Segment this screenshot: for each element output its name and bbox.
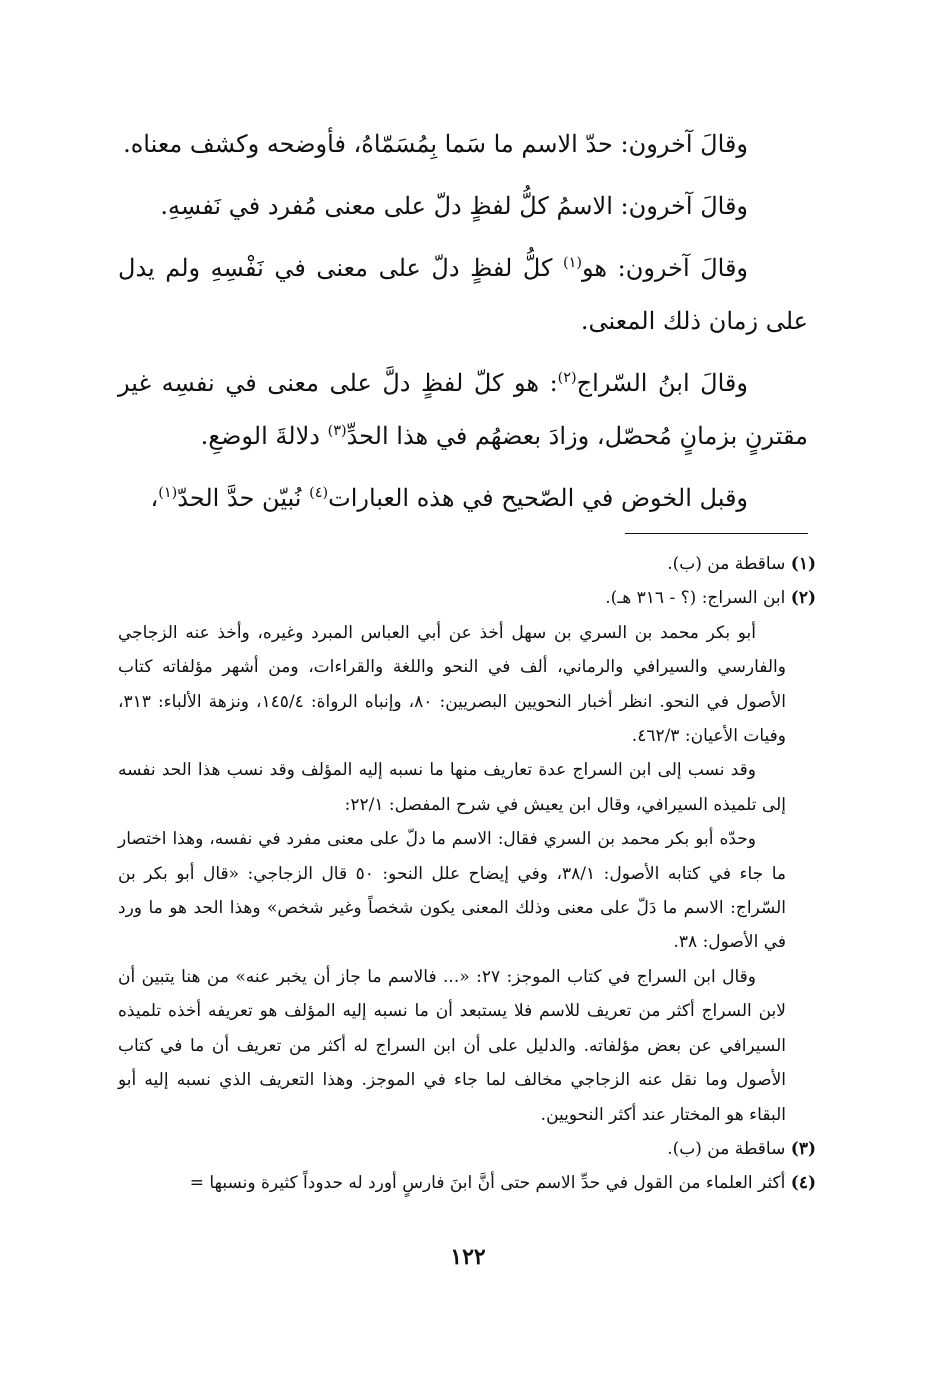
- paragraph-1: وقالَ آخرون: حدّ الاسم ما سَما بِمُسَمّاهُ، فأوضحه وكشف معناه.: [123, 130, 748, 158]
- footnotes: [118, 547, 816, 1201]
- paragraph-5: وقبل الخوض في الصّحيح في هذه العبارات$^{(٤)}$ نُبيّن حدَّ الحدّ$^{(١)}$،: [150, 484, 748, 512]
- paragraph-3: وقالَ آخرون: هو$^{(١)}$ كلُّ لفظٍ دلّ على معنى في نَفْسِهِ ولم يدل على زمان ذلك المعنى.: [118, 254, 808, 335]
- footnote-2-paragraph-c: وحدّه أبو بكر محمد بن السري فقال: الاسم ما دلّ على معنى مفرد في نفسه، وهذا اختصار ما جاء في كتابه الأصول: ٣٨/١، وفي إيضاح علل النحو: ٥٠ قال الزجاجي: «قال أبو بكر بن السّراج: الاسم ما دَلّ على معنى وذلك المعنى يكون شخصاً وغير شخص» وهذا الحد هو ما ورد في الأصول: ٣٨.: [118, 829, 786, 953]
- footnote-2: (٢) ابن السراج: (؟ - ٣١٦ هـ).: [605, 588, 816, 609]
- main-text: [118, 118, 808, 534]
- footnote-ref: (٣): [327, 423, 347, 439]
- paragraph-4: وقالَ ابنُ السّراج$^{(٢)}$: هو كلّ لفظٍ دلَّ على معنى في نفسِه غير مقترنٍ بزمانٍ مُحصّل، وزادَ بعضهُم في هذا الحدِّ$^{(٣)}$ دلالةَ الوضعِ.: [118, 369, 808, 450]
- footnote-ref: (١): [563, 255, 582, 271]
- footnote-ref: (٤): [309, 485, 329, 501]
- footnote-3: (٣) ساقطة من (ب).: [667, 1138, 816, 1159]
- footnote-1: (١) ساقطة من (ب).: [667, 554, 816, 574]
- footnote-separator: [625, 533, 808, 534]
- footnote-2-paragraph-b: وقد نسب إلى ابن السراج عدة تعاريف منها ما نسبه إليه المؤلف وقد نسب هذا الحد نفسه إلى تلميذه السيرافي، وقال ابن يعيش في شرح المفصل: ٢٢/١:: [118, 760, 786, 815]
- footnote-ref: (١): [158, 485, 178, 501]
- footnote-4: (٤) أكثر العلماء من القول في حدِّ الاسم حتى أنَّ ابنَ فارسٍ أورد له حدوداً كثيرة ونسبها =: [189, 1173, 816, 1194]
- footnote-2-paragraph-d: وقال ابن السراج في كتاب الموجز: ٢٧: «... فالاسم ما جاز أن يخبر عنه» من هنا يتبين أن لابن السراج أكثر من تعريف للاسم فلا يستبعد أن ما نسبه إليه المؤلف هو تعريفه أخذه تلميذه السيرافي عن بعض مؤلفاته. والدليل على أن ابن السراج له أكثر من تعريف أن ما في كتاب الأصول وما نقل عنه الزجاجي مخالف لما جاء في الموجز. وهذا التعريف الذي نسبه إليه أبو البقاء هو المختار عند أكثر النحويين.: [118, 966, 786, 1125]
- footnote-ref: (٢): [557, 370, 577, 386]
- page-number: ١٢٢: [450, 1244, 486, 1270]
- paragraph-2: وقالَ آخرون: الاسمُ كلُّ لفظٍ دلّ على معنى مُفرد في نَفسِهِ.: [160, 192, 748, 220]
- footnote-2-paragraph-a: أبو بكر محمد بن السري بن سهل أخذ عن أبي العباس المبرد وغيره، وأخذ عنه الزجاجي والفارسي والسيرافي والرماني، ألف في النحو واللغة والقراءات، ومن أشهر مؤلفاته كتاب الأصول في النحو. انظر أخبار النحويين البصريين: ٨٠، وإنباه الرواة: ١٤٥/٤، ونزهة الألباء: ٣١٣، وفيات الأعيان: ٤٦٢/٣.: [118, 622, 786, 747]
